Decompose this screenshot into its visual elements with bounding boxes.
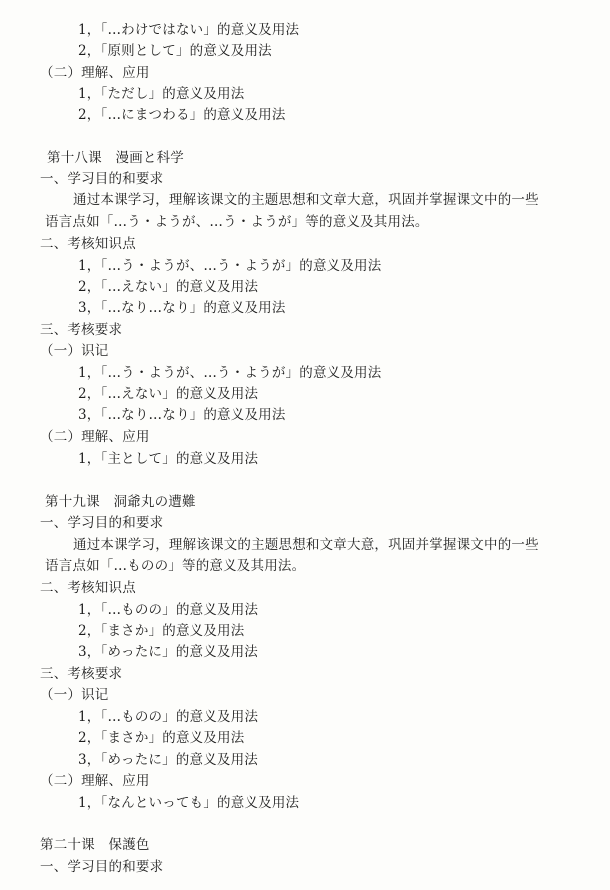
- lesson-18-knowledge-2: 2，「…えない」的意义及用法: [78, 279, 259, 295]
- lesson-19-recall-3: 3，「めったに」的意义及用法: [78, 752, 259, 768]
- top-subsection-2: （二）理解、应用: [40, 65, 150, 81]
- top-sub2-item-2: 2，「…にまつわる」的意义及用法: [78, 107, 286, 123]
- lesson-18-recall-1: 1，「…う・ようが、…う・ようが」的意义及用法: [78, 365, 382, 381]
- lesson-18-title: 第十八课 漫画と科学: [47, 150, 184, 166]
- lesson-18-knowledge-1: 1，「…う・ようが、…う・ようが」的意义及用法: [78, 258, 382, 274]
- lesson-18-section-2: 二、考核知识点: [40, 236, 136, 252]
- lesson-19-knowledge-1: 1，「…ものの」的意义及用法: [78, 602, 259, 618]
- top-item-1: 1，「…わけではない」的意义及用法: [78, 22, 300, 38]
- lesson-19-subsection-1: （一）识记: [40, 687, 109, 703]
- lesson-18-recall-2: 2，「…えない」的意义及用法: [78, 386, 259, 402]
- lesson-19-knowledge-3: 3，「めったに」的意义及用法: [78, 644, 259, 660]
- lesson-20-title: 第二十课 保護色: [40, 837, 150, 853]
- lesson-18-subsection-2: （二）理解、应用: [40, 429, 150, 445]
- lesson-18-paragraph-line-1: 通过本课学习，理解该课文的主题思想和文章大意，巩固并掌握课文中的一些: [73, 192, 539, 208]
- lesson-18-subsection-1: （一）识记: [40, 343, 109, 359]
- lesson-19-knowledge-2: 2，「まさか」的意义及用法: [78, 623, 245, 639]
- lesson-19-title: 第十九课 洞爺丸の遭難: [45, 494, 196, 510]
- lesson-19-section-3: 三、考核要求: [40, 666, 123, 682]
- top-sub2-item-1: 1，「ただし」的意义及用法: [78, 86, 245, 102]
- lesson-19-section-2: 二、考核知识点: [40, 580, 136, 596]
- lesson-20-section-1: 一、学习目的和要求: [40, 859, 164, 875]
- lesson-18-section-1: 一、学习目的和要求: [40, 171, 164, 187]
- lesson-19-paragraph-line-2: 语言点如「…ものの」等的意义及其用法。: [45, 558, 306, 574]
- lesson-18-section-3: 三、考核要求: [40, 322, 123, 338]
- lesson-19-recall-2: 2，「まさか」的意义及用法: [78, 730, 245, 746]
- lesson-19-section-1: 一、学习目的和要求: [40, 515, 164, 531]
- lesson-19-recall-1: 1，「…ものの」的意义及用法: [78, 709, 259, 725]
- lesson-19-paragraph-line-1: 通过本课学习，理解该课文的主题思想和文章大意，巩固并掌握课文中的一些: [73, 537, 539, 553]
- lesson-18-knowledge-3: 3，「…なり…なり」的意义及用法: [78, 300, 286, 316]
- lesson-18-paragraph-line-2: 语言点如「…う・ようが、…う・ようが」等的意义及其用法。: [45, 214, 429, 230]
- lesson-19-subsection-2: （二）理解、应用: [40, 773, 150, 789]
- lesson-19-apply-1: 1，「なんといっても」的意义及用法: [78, 795, 300, 811]
- lesson-18-apply-1: 1，「主として」的意义及用法: [78, 451, 259, 467]
- lesson-18-recall-3: 3，「…なり…なり」的意义及用法: [78, 407, 286, 423]
- top-item-2: 2，「原则として」的意义及用法: [78, 43, 272, 59]
